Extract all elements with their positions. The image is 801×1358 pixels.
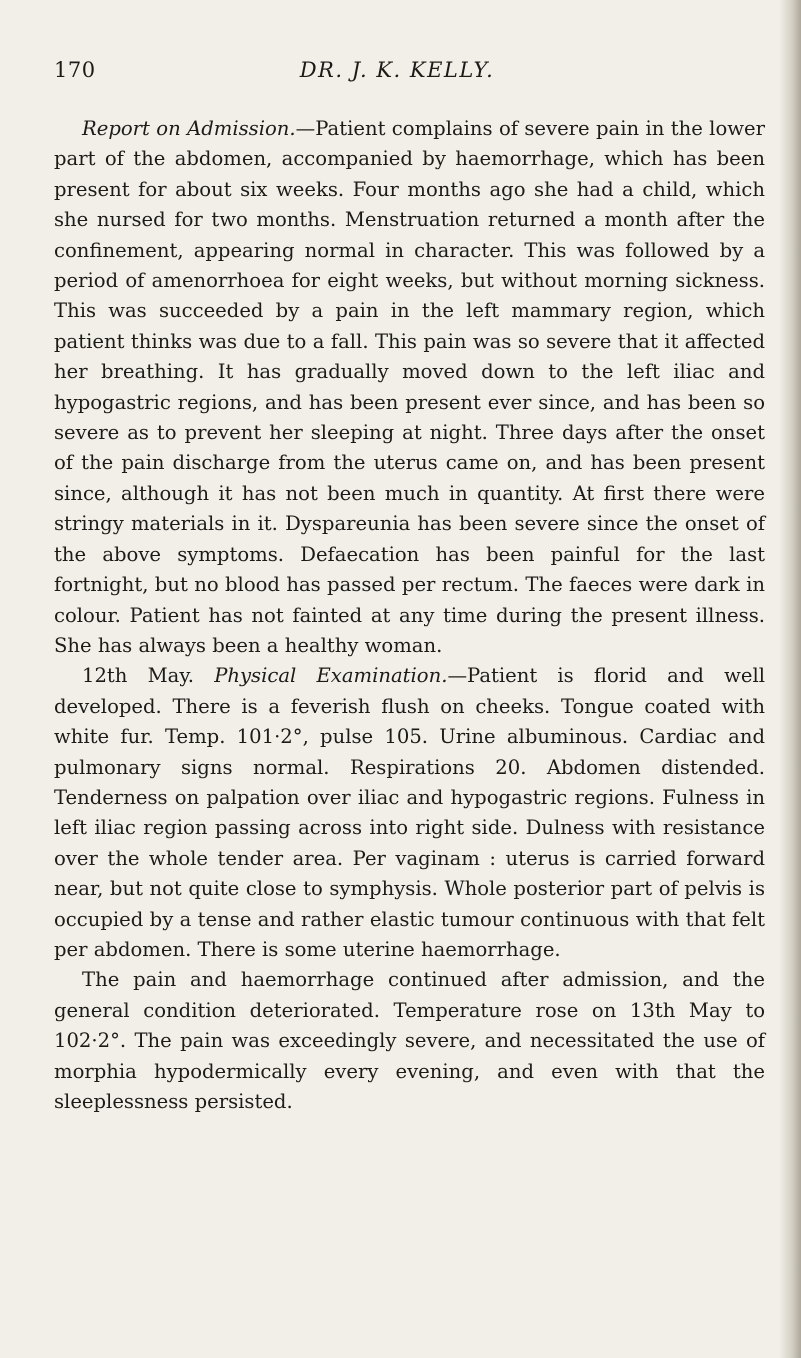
- paragraph-text: —Patient is florid and well developed. There is a feverish flush on cheeks. Tongue coated with white fur. Temp. 101·2°, pulse 105. Urine albuminous. Cardiac and pulmonary signs normal. Respirations 20. Abdomen distended. Tenderness on palpation over iliac and hypogastric regions. Fulness in left iliac region passing across into right side. Dulness with resistance over the whole tender area. Per vaginam : uterus is carried forward near, but not quite close to symphysis. Whole posterior part of pelvis is occupied by a tense and rather elastic tumour continuous with that felt per abdomen. There is some uterine haemorrhage.: [54, 664, 765, 961]
- paragraph-text: —Patient complains of severe pain in the lower part of the abdomen, accompanied by haemorrhage, which has been present for about six weeks. Four months ago she had a child, which she nursed for two months. Menstruation returned a month after the confinement, appearing normal in character. This was followed by a period of amenorrhoea for eight weeks, but without morning sickness. This was succeeded by a pain in the left mammary region, which patient thinks was due to a fall. This pain was so severe that it affected her breathing. It has gradually moved down to the left iliac and hypogastric regions, and has been present ever since, and has been so severe as to prevent her sleeping at night. Three days after the onset of the pain discharge from the uterus came on, and has been present since, although it has not been much in quantity. At first there were stringy materials in it. Dyspareunia has been severe since the onset of the above symptoms. Defaecation has been painful for the last fortnight, but no blood has passed per rectum. The faeces were dark in colour. Patient has not fainted at any time during the present illness. She has always been a healthy woman.: [54, 117, 765, 657]
- paragraph-text: The pain and haemorrhage continued after admission, and the general condition deteriorated. Temperature rose on 13th May to 102·2°. The pain was exceedingly severe, and necessitated the use of morphia hypodermically every evening, and even with that the sleeplessness persisted.: [54, 968, 765, 1113]
- paragraph-admission-report: [54, 114, 765, 661]
- running-head: DR. J. K. KELLY.: [299, 58, 495, 82]
- page-edge-shadow: [779, 0, 801, 1358]
- paragraph-lead: Report on Admission.: [82, 117, 296, 140]
- paragraph-progress: [54, 965, 765, 1117]
- paragraph-prefix: 12th May.: [82, 664, 215, 688]
- page-header: [54, 58, 770, 98]
- page-number: 170: [54, 58, 96, 82]
- paragraph-physical-examination: [54, 661, 765, 965]
- paragraph-lead: Physical Examination.: [214, 664, 448, 688]
- body-text: [54, 114, 765, 1117]
